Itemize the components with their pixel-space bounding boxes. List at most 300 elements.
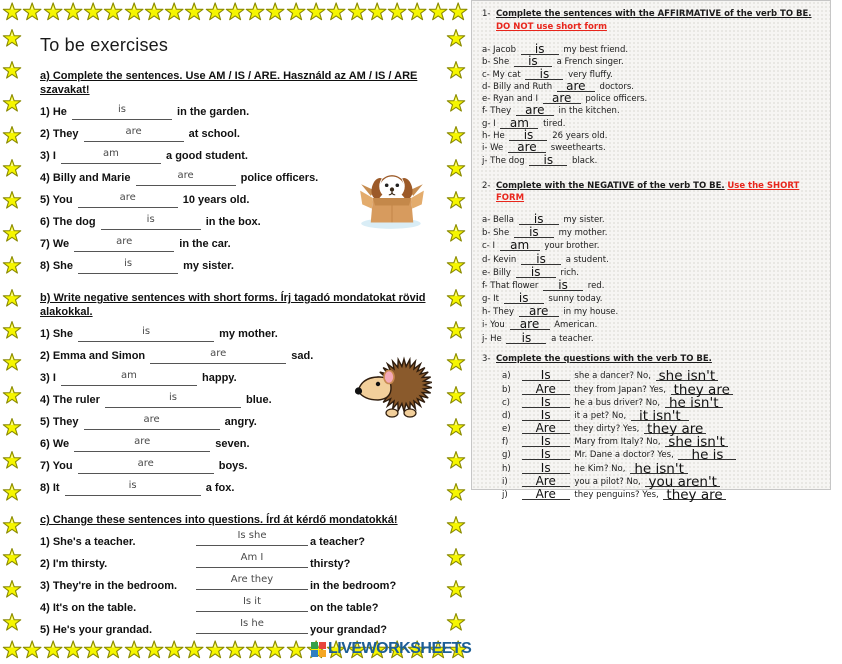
answer-text: is xyxy=(128,480,137,491)
question-text: it a pet? No, xyxy=(574,410,627,421)
fill-blank-sentence xyxy=(40,434,442,456)
left-page-content xyxy=(40,34,442,642)
sentence-end: in the garden. xyxy=(177,106,250,118)
answer-blank[interactable] xyxy=(84,128,184,142)
sentence-start: j- The dog xyxy=(482,155,525,166)
answer-text: is xyxy=(530,264,541,279)
answer-blank[interactable] xyxy=(510,319,550,330)
star-icon xyxy=(83,639,103,660)
answer-text: is xyxy=(146,214,155,225)
answer-blank[interactable] xyxy=(78,328,214,342)
sentence-start: 3) I xyxy=(40,372,56,384)
star-icon xyxy=(446,28,466,48)
sentence-start: 8) It xyxy=(40,482,60,494)
answer-blank[interactable] xyxy=(519,211,559,226)
fill-blank-sentence xyxy=(40,456,442,478)
star-icon xyxy=(446,547,466,567)
sentence-end: at school. xyxy=(188,128,240,140)
answer-text: am xyxy=(509,115,529,130)
short-answer-text: they are xyxy=(673,381,730,398)
answer-text: is xyxy=(558,277,568,292)
verb-answer-text: Are xyxy=(535,487,556,502)
star-icon xyxy=(446,190,466,210)
sentence-start: h- He xyxy=(482,131,505,142)
item-letter: f) xyxy=(502,437,509,448)
star-icon xyxy=(446,223,466,243)
star-icon xyxy=(2,320,22,340)
item-letter: e) xyxy=(502,424,511,435)
star-icon xyxy=(265,639,285,660)
verb-answer-text: Are xyxy=(535,473,556,488)
answer-blank[interactable] xyxy=(61,150,161,164)
star-icon xyxy=(2,28,22,48)
answer-blank[interactable] xyxy=(516,264,556,279)
star-icon xyxy=(2,190,22,210)
exercise-3-heading xyxy=(482,353,812,366)
answer-blank[interactable] xyxy=(196,620,308,634)
answer-text: Is she xyxy=(237,530,267,541)
answer-blank[interactable] xyxy=(78,460,214,474)
fill-blank-sentence xyxy=(482,240,822,253)
short-answer-text: he isn't xyxy=(668,394,719,411)
answer-blank[interactable] xyxy=(514,227,554,238)
star-icon xyxy=(225,639,245,660)
answer-text: is xyxy=(142,326,151,337)
sentence-start: e- Ryan and I xyxy=(482,94,538,105)
item-letter: g) xyxy=(502,450,511,461)
fill-blank-sentence xyxy=(40,124,442,146)
answer-text: are xyxy=(517,140,537,155)
answer-blank[interactable] xyxy=(506,330,546,345)
sentence-start: g- I xyxy=(482,118,496,129)
sentence-end: happy. xyxy=(202,372,237,384)
sentence-end: angry. xyxy=(224,416,257,428)
answer-text: Are they xyxy=(230,574,274,585)
verb-answer-text: Is xyxy=(540,460,551,475)
star-icon xyxy=(245,639,265,660)
star-icon xyxy=(22,639,42,660)
answer-blank[interactable] xyxy=(508,142,546,153)
star-icon xyxy=(205,639,225,660)
sentence-start: 8) She xyxy=(40,260,74,272)
star-icon xyxy=(63,639,83,660)
answer-blank[interactable] xyxy=(196,576,308,590)
short-answer-blank[interactable] xyxy=(645,473,720,490)
question-row xyxy=(502,489,822,502)
sentence-end: sweethearts. xyxy=(550,143,606,154)
answer-text: is xyxy=(528,54,538,69)
answer-text: are xyxy=(119,192,136,203)
star-icon xyxy=(2,223,22,243)
sentence-start: 5) They xyxy=(40,416,79,428)
sentence-start: b- She xyxy=(482,228,510,239)
answer-text: is xyxy=(536,251,546,266)
answer-blank[interactable] xyxy=(65,482,201,496)
sentence-end: rich. xyxy=(560,267,579,278)
answer-blank[interactable] xyxy=(543,93,581,104)
star-icon xyxy=(428,1,448,22)
fill-blank-sentence xyxy=(482,142,822,154)
answer-blank[interactable] xyxy=(72,106,172,120)
page-title: To be exercises xyxy=(40,35,169,55)
verb-answer-text: Are xyxy=(535,421,556,436)
star-icon xyxy=(446,93,466,113)
sentence-start: e- Billy xyxy=(482,267,511,278)
star-icon xyxy=(446,125,466,145)
short-answer-text: you aren't xyxy=(648,473,717,490)
star-icon xyxy=(446,417,466,437)
answer-text: is xyxy=(533,211,544,226)
sentence-start: b- She xyxy=(482,57,510,68)
verb-answer-text: Is xyxy=(540,434,551,449)
short-answer-text: he isn't xyxy=(634,460,684,477)
verb-answer-blank[interactable] xyxy=(522,473,570,488)
answer-blank[interactable] xyxy=(78,194,178,208)
answer-blank[interactable] xyxy=(84,416,220,430)
question-transform-row xyxy=(40,576,442,598)
exercise-3-number: 3- xyxy=(482,353,491,364)
sentence-end: police officers. xyxy=(240,172,319,184)
answer-blank[interactable] xyxy=(136,172,236,186)
answer-blank[interactable] xyxy=(529,152,567,167)
star-icon xyxy=(2,482,22,502)
verb-answer-text: Is xyxy=(540,394,551,409)
answer-blank[interactable] xyxy=(105,394,241,408)
sentence-start: f- That flower xyxy=(482,280,539,291)
fill-blank-sentence xyxy=(482,277,822,293)
verb-answer-blank[interactable] xyxy=(522,370,570,381)
answer-text: are xyxy=(134,436,151,447)
liveworksheets-logo-text: LIVEWORKSHEETS xyxy=(328,640,472,657)
fill-blank-sentence xyxy=(40,146,442,168)
fill-blank-sentence xyxy=(482,115,822,130)
answer-text: are xyxy=(525,103,545,118)
sentence-start: 6) We xyxy=(40,438,70,450)
item-letter: h) xyxy=(502,463,511,474)
short-answer-blank[interactable] xyxy=(678,447,736,464)
sentence-end: 10 years old. xyxy=(182,194,250,206)
answer-blank[interactable] xyxy=(500,240,540,251)
question-text: Mary from Italy? No, xyxy=(574,437,661,448)
fill-blank-sentence xyxy=(482,56,822,68)
sentence-end: my mother. xyxy=(219,328,278,340)
sentence-end: American. xyxy=(554,320,598,331)
star-icon xyxy=(43,639,63,660)
question-end: your grandad? xyxy=(310,624,388,636)
short-answer-text: they are xyxy=(666,487,723,504)
short-answer-text: he is xyxy=(691,447,724,464)
fill-blank-sentence xyxy=(40,102,442,124)
answer-text: Is he xyxy=(240,618,264,629)
star-icon xyxy=(144,1,164,22)
answer-blank[interactable] xyxy=(521,251,561,266)
question-text: he a bus driver? No, xyxy=(574,397,661,408)
sentence-start: h- They xyxy=(482,307,514,318)
answer-blank[interactable] xyxy=(514,56,552,67)
answer-text: are xyxy=(137,458,154,469)
verb-answer-blank[interactable] xyxy=(522,423,570,434)
right-worksheet-page xyxy=(471,0,831,504)
answer-text: is xyxy=(124,258,133,269)
verb-answer-blank[interactable] xyxy=(522,381,570,396)
exercise-3-items xyxy=(502,370,822,502)
section-a-heading: a) Complete the sentences. Use AM / IS / ARE. Használd az AM / IS / ARE szavakat! xyxy=(40,70,418,96)
answer-blank[interactable] xyxy=(196,598,308,612)
sentence-end: boys. xyxy=(218,460,248,472)
sentence-end: in the car. xyxy=(179,238,231,250)
star-border-top xyxy=(2,1,468,22)
answer-blank[interactable] xyxy=(196,532,308,546)
statement-text: 3) They're in the bedroom. xyxy=(40,580,178,592)
sentence-end: doctors. xyxy=(599,81,634,92)
question-text: they penguins? Yes, xyxy=(574,490,659,501)
sentence-end: a teacher. xyxy=(551,333,594,344)
verb-answer-blank[interactable] xyxy=(522,407,570,422)
sentence-end: a French singer. xyxy=(556,57,624,68)
dog-in-box-illustration xyxy=(358,166,426,230)
answer-text: are xyxy=(125,126,142,137)
short-answer-text: they are xyxy=(647,421,704,438)
verb-answer-text: Are xyxy=(535,381,556,396)
star-icon xyxy=(164,1,184,22)
sentence-end: sunny today. xyxy=(548,294,603,305)
star-icon xyxy=(446,60,466,80)
sentence-start: 4) Billy and Marie xyxy=(40,172,131,184)
question-text: she a dancer? No, xyxy=(574,371,651,382)
answer-text: is xyxy=(543,152,554,167)
star-icon xyxy=(446,579,466,599)
sentence-end: a fox. xyxy=(205,482,235,494)
question-text: they dirty? Yes, xyxy=(574,424,640,435)
exercise-1-heading xyxy=(482,8,812,33)
star-icon xyxy=(83,1,103,22)
star-icon xyxy=(2,612,22,632)
sentence-start: 5) You xyxy=(40,194,73,206)
exercise-1-items xyxy=(482,44,822,167)
exercise-3-instructions: Complete the questions with the verb TO BE. xyxy=(496,353,712,364)
answer-blank[interactable] xyxy=(101,216,201,230)
exercise-1-instructions-red: DO NOT use short form xyxy=(496,21,607,32)
answer-blank[interactable] xyxy=(74,438,210,452)
star-icon xyxy=(448,1,468,22)
star-icon xyxy=(286,639,306,660)
sentence-start: f- They xyxy=(482,106,512,117)
exercise-2-items xyxy=(482,211,822,346)
short-answer-blank[interactable] xyxy=(671,381,733,398)
short-answer-blank[interactable] xyxy=(665,394,723,411)
exercise-2-instructions-red: Use the SHORT FORM xyxy=(496,180,800,204)
star-icon xyxy=(2,255,22,275)
answer-blank[interactable] xyxy=(78,260,178,274)
star-icon xyxy=(265,1,285,22)
hedgehog-image xyxy=(354,354,436,425)
statement-text: 5) He's your grandad. xyxy=(40,624,153,636)
answer-blank[interactable] xyxy=(543,277,583,292)
sentence-end: police officers. xyxy=(585,94,648,105)
verb-answer-blank[interactable] xyxy=(522,489,570,500)
sentence-end: in my house. xyxy=(563,307,619,318)
sentence-end: my mother. xyxy=(558,228,608,239)
answer-text: are xyxy=(210,348,227,359)
sentence-start: i- We xyxy=(482,143,504,154)
sentence-end: sad. xyxy=(291,350,314,362)
answer-blank[interactable] xyxy=(150,350,286,364)
fill-blank-sentence xyxy=(40,256,442,278)
sentence-start: 6) The dog xyxy=(40,216,96,228)
star-icon xyxy=(205,1,225,22)
answer-blank[interactable] xyxy=(61,372,197,386)
star-icon xyxy=(286,1,306,22)
question-transform-row xyxy=(40,620,442,642)
answer-text: is xyxy=(521,330,532,345)
short-answer-blank[interactable] xyxy=(665,434,728,451)
sentence-start: a- Bella xyxy=(482,214,514,225)
star-icon xyxy=(446,320,466,340)
answer-blank[interactable] xyxy=(516,105,554,116)
sentence-start: c- My cat xyxy=(482,69,521,80)
exercise-1-instructions: Complete the sentences with the AFFIRMATIVE of the verb TO BE. xyxy=(496,9,812,19)
question-text: they from Japan? Yes, xyxy=(574,384,666,395)
star-icon xyxy=(2,352,22,372)
exercise-1-number: 1- xyxy=(482,9,491,19)
star-icon xyxy=(2,60,22,80)
verb-answer-text: Is xyxy=(540,368,551,383)
fill-blank-sentence xyxy=(40,324,442,346)
star-icon xyxy=(446,385,466,405)
item-letter: b) xyxy=(502,384,511,395)
sentence-end: red. xyxy=(587,280,605,291)
star-icon xyxy=(225,1,245,22)
sentence-start: j- He xyxy=(482,333,502,344)
star-icon xyxy=(184,639,204,660)
answer-text: is xyxy=(534,42,545,56)
answer-blank[interactable] xyxy=(196,554,308,568)
sentence-start: a- Jacob xyxy=(482,45,516,55)
answer-blank[interactable] xyxy=(521,44,559,55)
sentence-start: 1) She xyxy=(40,328,74,340)
sentence-end: in the box. xyxy=(205,216,261,228)
liveworksheets-logo xyxy=(311,640,471,658)
star-icon xyxy=(103,639,123,660)
verb-answer-text: Is xyxy=(540,407,551,422)
answer-blank[interactable] xyxy=(74,238,174,252)
short-answer-text: it isn't xyxy=(639,407,681,424)
item-letter: c) xyxy=(502,397,510,408)
sentence-start: d- Billy and Ruth xyxy=(482,81,553,92)
answer-text: are xyxy=(529,304,549,319)
answer-text: am xyxy=(121,370,137,381)
star-icon xyxy=(2,579,22,599)
answer-text: is xyxy=(539,66,550,81)
question-end: on the table? xyxy=(310,602,379,614)
sentence-end: blue. xyxy=(246,394,272,406)
fill-blank-sentence xyxy=(482,319,822,332)
sentence-end: tired. xyxy=(543,118,566,129)
answer-blank[interactable] xyxy=(525,66,563,81)
verb-answer-blank[interactable] xyxy=(522,436,570,447)
liveworksheets-grid-icon xyxy=(311,642,326,657)
short-answer-blank[interactable] xyxy=(644,421,706,438)
question-end: in the bedroom? xyxy=(310,580,397,592)
star-icon xyxy=(446,515,466,535)
sentence-start: 2) They xyxy=(40,128,79,140)
sentence-start: d- Kevin xyxy=(482,254,517,265)
short-answer-blank[interactable] xyxy=(656,368,719,385)
answer-text: are xyxy=(143,414,160,425)
star-icon xyxy=(387,1,407,22)
answer-blank[interactable] xyxy=(519,306,559,317)
sentence-end: very fluffy. xyxy=(568,69,613,80)
answer-text: is xyxy=(168,392,177,403)
answer-text: are xyxy=(177,170,194,181)
hedgehog-illustration xyxy=(354,354,436,420)
answer-text: is xyxy=(518,291,529,306)
short-answer-blank[interactable] xyxy=(663,487,725,504)
sentence-end: your brother. xyxy=(544,241,600,252)
star-icon xyxy=(63,1,83,22)
question-text: Mr. Dane a doctor? Yes, xyxy=(574,450,674,461)
star-icon xyxy=(124,639,144,660)
fill-blank-sentence xyxy=(40,234,442,256)
fill-blank-sentence xyxy=(482,152,822,167)
sentence-start: 2) Emma and Simon xyxy=(40,350,146,362)
statement-text: 4) It's on the table. xyxy=(40,602,137,614)
short-answer-blank[interactable] xyxy=(630,460,688,477)
verb-answer-blank[interactable] xyxy=(522,394,570,409)
star-border-left xyxy=(2,28,22,632)
sentence-end: black. xyxy=(572,155,598,166)
star-icon xyxy=(446,158,466,178)
exercise-2-number: 2- xyxy=(482,180,491,191)
answer-blank[interactable] xyxy=(504,293,544,304)
question-text: you a pilot? No, xyxy=(574,476,641,487)
sentence-start: 3) I xyxy=(40,150,56,162)
star-icon xyxy=(2,93,22,113)
exercise-2-heading xyxy=(482,180,812,205)
item-letter: d) xyxy=(502,410,511,421)
question-transform-row xyxy=(40,598,442,620)
fill-blank-sentence xyxy=(40,478,442,500)
verb-answer-blank[interactable] xyxy=(522,460,570,475)
answer-text: is xyxy=(523,128,534,143)
star-icon xyxy=(2,417,22,437)
sentence-end: my best friend. xyxy=(563,45,629,55)
star-icon xyxy=(144,639,164,660)
fill-blank-sentence xyxy=(482,264,822,280)
star-icon xyxy=(446,288,466,308)
question-transform-row xyxy=(40,532,442,554)
sentence-start: 7) We xyxy=(40,238,70,250)
star-icon xyxy=(103,1,123,22)
short-answer-blank[interactable] xyxy=(631,407,689,424)
short-answer-text: she isn't xyxy=(668,434,725,451)
star-icon xyxy=(2,158,22,178)
section-c-heading: c) Change these sentences into questions. Írd át kérdő mondatokká! xyxy=(40,514,398,526)
verb-answer-text: Is xyxy=(540,447,551,462)
star-icon xyxy=(2,515,22,535)
star-icon xyxy=(2,1,22,22)
section-b-heading: b) Write negative sentences with short forms. Írj tagadó mondatokat rövid alakokkal. xyxy=(40,292,426,318)
star-icon xyxy=(407,1,427,22)
sentence-start: g- It xyxy=(482,294,500,305)
fill-blank-sentence xyxy=(482,105,822,117)
sentence-end: in the kitchen. xyxy=(558,106,620,117)
verb-answer-blank[interactable] xyxy=(522,449,570,460)
star-icon xyxy=(306,1,326,22)
sentence-start: i- You xyxy=(482,320,505,331)
answer-text: am xyxy=(510,238,530,253)
answer-text: Am I xyxy=(240,552,264,563)
